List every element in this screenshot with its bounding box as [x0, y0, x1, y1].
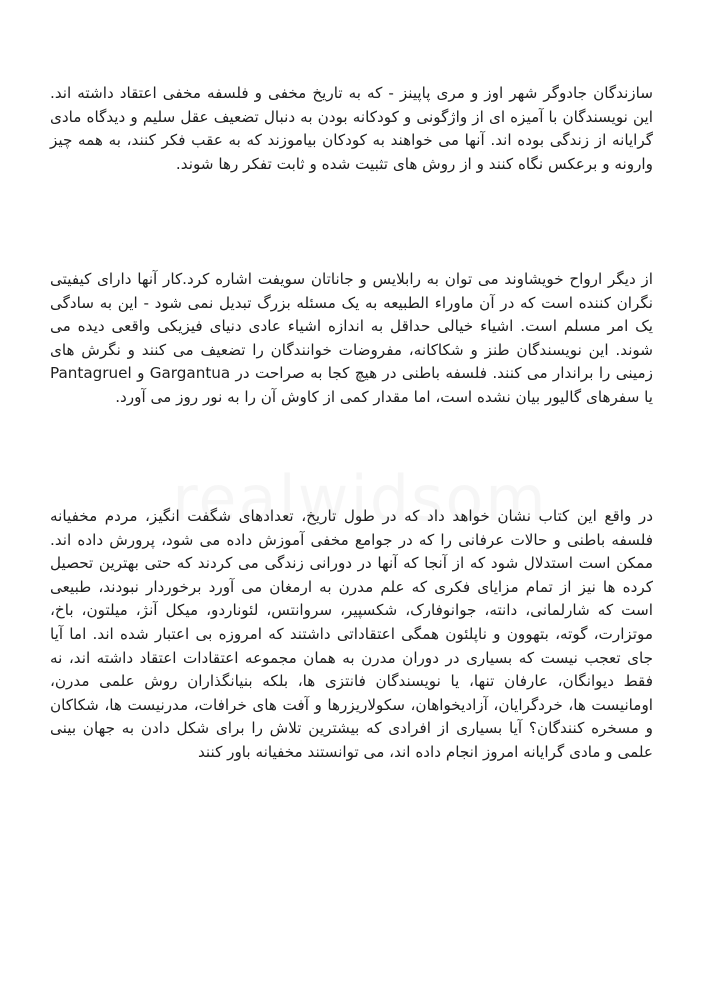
- paragraph-1: سازندگان جادوگر شهر اوز و مری پاپینز - که به تاریخ مخفی و فلسفه مخفی اعتقاد داشته اند. این نویسندگان با آمیزه ای از واژگونی و کودکانه بودن به دنبال تضعیف عقل سلیم و دیدگاه مادی گرایانه از زندگی بوده اند. آنها می خواهند به کودکان بیاموزند که به عقب فکر کنند، به همه چیز وارونه و برعکس نگاه کنند و از روش های تثبیت شده و ثابت تفکر رها شوند.: [50, 84, 653, 173]
- paragraph-3: در واقع این کتاب نشان خواهد داد که در طول تاریخ، تعدادهای شگفت انگیز، مردم مخفیانه فلسفه باطنی و حالات عرفانی را که در جوامع مخفی آموزش داده می شود، پرورش داده اند. ممکن است استدلال شود که از آنجا که آنها در دورانی زندگی می کردند که حتی بهترین تحصیل کرده ها نیز از تمام مزایای فکری که علم مدرن به ارمغان می آورد برخوردار نبودند، طبیعی است که شارلمانی، دانته، جوانوفارک، شکسپیر، سروانتس، لئوناردو، میکل آنژ، میلتون، باخ، موتزارت، گوته، بتهوون و ناپلئون همگی اعتقاداتی داشتند که امروزه بی اعتبار شده اند. اما آیا جای تعجب نیست که بسیاری در دوران مدرن به همان مجموعه اعتقادات اعتقاد داشته اند، نه فقط دیوانگان، عارفان تنها، یا نویسندگان فانتزی ها، بلکه بنیانگذاران روش علمی مدرن، اومانیست ها، خردگرایان، آزادیخواهان، سکولاریزرها و آفت های خرافات، مدرنیست ها، شکاکان و مسخره کنندگان؟ آیا بسیاری از افرادی که بیشترین تلاش را برای شکل دادن به جهان بینی علمی و مادی گرایانه امروز انجام داده اند، می توانستند مخفیانه باور کنند: [50, 507, 653, 761]
- paragraph-2: از دیگر ارواح خویشاوند می توان به رابلایس و جاناتان سویفت اشاره کرد.کار آنها دارای کیفیتی نگران کننده است که در آن ماوراء الطبیعه به یک مسئله بزرگ تبدیل نمی شود - این به سادگی یک امر مسلم است. اشیاء خیالی حداقل به اندازه اشیاء عادی دنیای فیزیکی واقعی دیده می شوند. این نویسندگان طنز و شکاکانه، مفروضات خوانندگان را تضعیف می کنند و نگرش های زمینی را براندار می کنند. فلسفه باطنی در هیچ کجا به صراحت در Gargantua و Pantagruel یا سفرهای گالیور بیان نشده است، اما مقدار کمی از کاوش آن را به نور روز می آورد.: [50, 270, 653, 406]
